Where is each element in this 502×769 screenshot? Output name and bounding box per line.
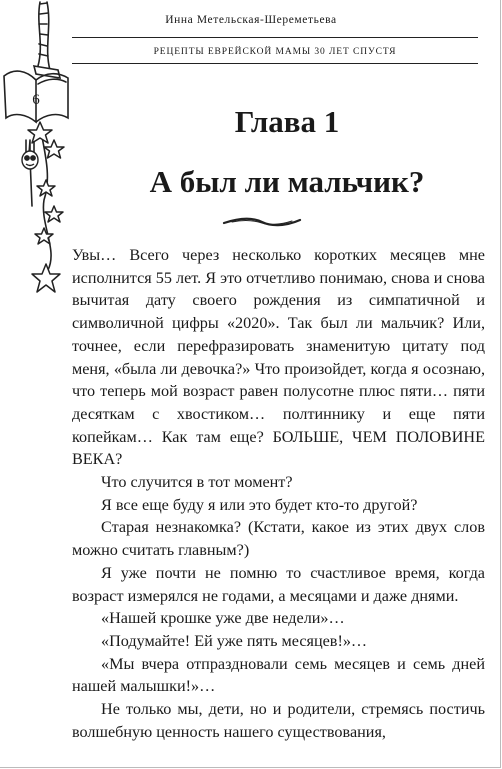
paragraph: «Нашей крошке уже две недели»…	[101, 609, 345, 628]
header-rule-bottom	[72, 63, 478, 64]
header-rule-top	[72, 37, 478, 38]
page-number: 6	[32, 92, 40, 108]
running-header-book-title: РЕЦЕПТЫ ЕВРЕЙСКОЙ МАМЫ 30 ЛЕТ СПУСТЯ	[153, 47, 397, 57]
running-header-author: Инна Метельская-Шереметьева	[165, 14, 337, 26]
decorative-margin-illustration	[0, 0, 80, 300]
paragraph: Не только мы, дети, но и родители, стремясь постичь волшебную ценность нашего существования,	[72, 700, 485, 741]
title-flourish-divider	[222, 214, 302, 230]
paragraph: Я уже почти не помню то счастливое время, когда возраст измерялся не годами, а месяцами и даже днями.	[72, 563, 485, 605]
paragraph: «Подумайте! Ей уже пять месяцев!»…	[101, 631, 368, 650]
paragraph: Я все еще буду я или это будет кто-то другой?	[101, 495, 418, 514]
chapter-number: Глава 1	[234, 104, 340, 139]
chapter-body-text	[72, 244, 485, 743]
paragraph: Старая незнакомка? (Кстати, какое из этих двух слов можно считать главным?)	[72, 518, 485, 560]
paragraph: Увы… Всего через несколько коротких месяцев мне исполнится 55 лет. Я это отчетливо понимаю, снова и снова вычитая дату своего рождения из симпатичной и символичной цифры «2020». Так был ли мальчик? Или, точнее, если перефразировать знаменитую цитату под меня, «была ли девочка?» Что произойдет, когда я осознаю, что теперь мой возраст равен полусотне плюс пяти… пяти десяткам с хвостиком… полтиннику и еще пяти копейкам… Как там еще? БОЛЬШЕ, ЧЕМ ПОЛОВИНЕ ВЕКА?	[72, 246, 485, 469]
chapter-title: А был ли мальчик?	[149, 164, 425, 199]
paragraph: Что случится в тот момент?	[101, 473, 293, 492]
paragraph: «Мы вчера отпраздновали семь месяцев и семь дней нашей малышки!»…	[72, 654, 485, 696]
